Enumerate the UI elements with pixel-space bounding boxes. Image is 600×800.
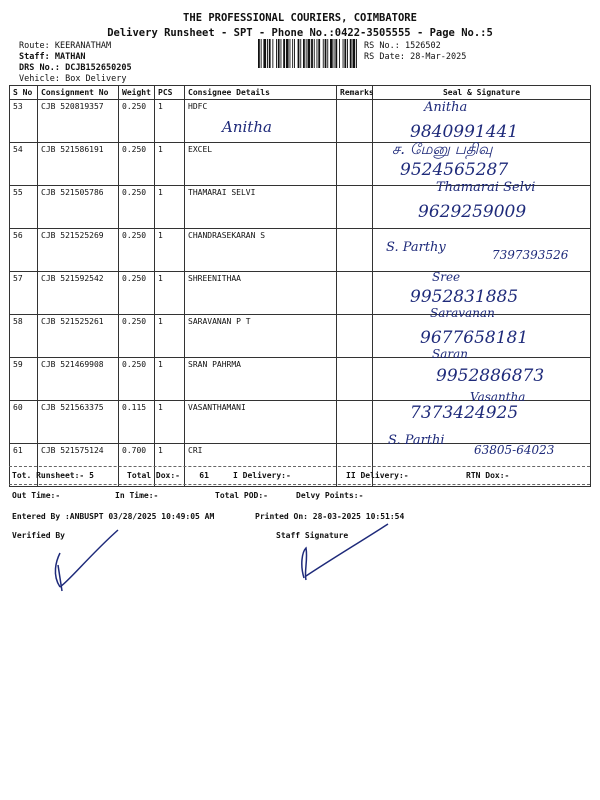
divider <box>9 466 590 467</box>
barcode-bar <box>261 39 262 68</box>
company-title: THE PROFESSIONAL COURIERS, COIMBATORE <box>183 12 417 24</box>
row-consignment-no: CJB 521469908 <box>38 358 119 401</box>
row-pcs: 1 <box>155 315 185 358</box>
total-dox-value: 61 <box>199 471 209 480</box>
barcode-bar <box>330 39 333 68</box>
barcode-bar <box>325 39 327 68</box>
barcode-bar <box>344 39 346 68</box>
row-remarks <box>337 358 373 401</box>
col-pcs: PCS <box>155 86 185 100</box>
divider <box>9 484 590 485</box>
handwritten-name: Saravanan <box>430 306 495 320</box>
handwritten-name: ச. மேனு பதிவு <box>392 140 493 158</box>
row-remarks <box>337 229 373 272</box>
handwritten-name: Saran <box>432 347 468 361</box>
out-time: Out Time:- <box>12 491 61 500</box>
row-weight: 0.115 <box>119 401 155 444</box>
barcode-bar <box>278 39 280 68</box>
barcode-bar <box>334 39 335 68</box>
row-weight: 0.250 <box>119 186 155 229</box>
barcode-bar <box>314 39 315 68</box>
drs-value: DCJB152650205 <box>65 63 132 73</box>
handwritten-name: Thamarai Selvi <box>436 180 536 195</box>
row-pcs: 1 <box>155 229 185 272</box>
row-consignee: HDFC <box>185 100 337 143</box>
vehicle-value: Box Delivery <box>65 74 127 84</box>
barcode-bar <box>347 39 348 68</box>
staff-value: MATHAN <box>54 52 86 62</box>
row-pcs: 1 <box>155 143 185 186</box>
rs-date-line: RS Date: 28-Mar-2025 <box>364 52 467 62</box>
staff-signature-icon <box>290 520 400 585</box>
handwritten-name: Vasantha <box>470 390 526 404</box>
row-consignee: EXCEL <box>185 143 337 186</box>
barcode-bar <box>327 39 328 68</box>
barcode-bar <box>263 39 266 68</box>
row-consignee: SRAN PAHRMA <box>185 358 337 401</box>
row-sno: 60 <box>10 401 38 444</box>
row-consignee: SHREENITHAA <box>185 272 337 315</box>
row-consignment-no: CJB 521563375 <box>38 401 119 444</box>
col-remarks: Remarks <box>337 86 373 100</box>
handwritten-phone: 9629259009 <box>418 202 527 222</box>
row-remarks <box>337 186 373 229</box>
row-consignee: VASANTHAMANI <box>185 401 337 444</box>
barcode-bar <box>267 39 268 68</box>
handwritten-phone: 7373424925 <box>410 403 519 423</box>
route-value: KEERANATHAM <box>54 41 112 51</box>
row-consignment-no: CJB 521505786 <box>38 186 119 229</box>
row-remarks <box>337 444 373 487</box>
delivery-table <box>9 85 591 487</box>
handwritten-phone: 9840991441 <box>410 122 519 142</box>
row-pcs: 1 <box>155 100 185 143</box>
handwritten-name: Sree <box>432 270 461 284</box>
handwritten-phone: 7397393526 <box>492 248 569 262</box>
row-pcs: 1 <box>155 186 185 229</box>
row-weight: 0.700 <box>119 444 155 487</box>
row-pcs: 1 <box>155 272 185 315</box>
row-pcs: 1 <box>155 401 185 444</box>
col-signature: Seal & Signature <box>373 86 591 100</box>
barcode-bar <box>356 39 357 68</box>
row-weight: 0.250 <box>119 143 155 186</box>
barcode-bar <box>294 39 295 68</box>
barcode-bar <box>308 39 311 68</box>
row-remarks <box>337 272 373 315</box>
row-consignment-no: CJB 521586191 <box>38 143 119 186</box>
rtn-dox: RTN Dox:- <box>466 471 510 480</box>
handwritten-phone: 9952886873 <box>436 366 545 386</box>
vehicle-line: Vehicle: Box Delivery <box>19 74 127 84</box>
barcode-bar <box>353 39 356 68</box>
row-sno: 57 <box>10 272 38 315</box>
delvy-points: Delvy Points:- <box>296 491 364 500</box>
barcode-bar <box>335 39 337 68</box>
route-line: Route: KEERANATHAM <box>19 41 112 51</box>
row-consignment-no: CJB 521592542 <box>38 272 119 315</box>
barcode-bar <box>311 39 313 68</box>
printed-on: Printed On: 28-03-2025 10:51:54 <box>255 512 405 521</box>
handwritten-phone: 9677658181 <box>420 328 529 348</box>
row-remarks <box>337 315 373 358</box>
in-time: In Time:- <box>115 491 159 500</box>
barcode-bar <box>318 39 320 68</box>
row-weight: 0.250 <box>119 315 155 358</box>
row-consignee: CHANDRASEKARAN S <box>185 229 337 272</box>
row-consignment-no: CJB 521525269 <box>38 229 119 272</box>
barcode-bar <box>300 39 301 68</box>
handwritten-name: Anitha <box>424 100 468 115</box>
row-sno: 54 <box>10 143 38 186</box>
i-delivery: I Delivery:- <box>233 471 291 480</box>
row-weight: 0.250 <box>119 272 155 315</box>
verified-signature-icon <box>40 525 130 595</box>
table-header-row <box>10 86 591 100</box>
handwritten-phone: 9524565287 <box>400 160 509 180</box>
barcode-bar <box>303 39 305 68</box>
ii-delivery: II Delivery:- <box>346 471 409 480</box>
row-remarks <box>337 100 373 143</box>
barcode-bar <box>281 39 282 68</box>
row-weight: 0.250 <box>119 229 155 272</box>
row-sno: 53 <box>10 100 38 143</box>
verified-by-label: Verified By <box>12 531 65 540</box>
rs-no-line: RS No.: 1526502 <box>364 41 441 51</box>
barcode-bar <box>272 39 273 68</box>
barcode-bar <box>317 39 318 68</box>
handwritten-phone: 63805-64023 <box>474 443 555 457</box>
row-pcs: 1 <box>155 358 185 401</box>
rs-no-value: 1526502 <box>404 41 441 51</box>
barcode-bar <box>298 39 300 68</box>
row-sno: 55 <box>10 186 38 229</box>
handwritten-name: S. Parthi <box>388 433 445 448</box>
row-remarks <box>337 401 373 444</box>
barcode-bar <box>290 39 291 68</box>
row-weight: 0.250 <box>119 358 155 401</box>
barcode-bar <box>283 39 285 68</box>
barcode-bar <box>339 39 340 68</box>
row-consignment-no: CJB 521575124 <box>38 444 119 487</box>
row-consignee: SARAVANAN P T <box>185 315 337 358</box>
barcode-bar <box>306 39 307 68</box>
handwritten-note: Anitha <box>222 118 272 136</box>
barcode-bar <box>258 39 260 68</box>
total-dox: Total Dox:- 61 <box>127 471 209 480</box>
entered-by: Entered By :ANBUSPT 03/28/2025 10:49:05 AM <box>12 512 215 521</box>
col-consignee: Consignee Details <box>185 86 337 100</box>
row-sno: 61 <box>10 444 38 487</box>
barcode-bar <box>269 39 271 68</box>
row-sno: 56 <box>10 229 38 272</box>
col-sno: S No <box>10 86 38 100</box>
barcode-image <box>258 39 358 68</box>
staff-signature-label: Staff Signature <box>276 531 349 540</box>
row-pcs: 1 <box>155 444 185 487</box>
row-sno: 59 <box>10 358 38 401</box>
row-consignee: CRI <box>185 444 337 487</box>
row-consignee: THAMARAI SELVI <box>185 186 337 229</box>
row-sno: 58 <box>10 315 38 358</box>
row-consignment-no: CJB 520819357 <box>38 100 119 143</box>
row-weight: 0.250 <box>119 100 155 143</box>
staff-line: Staff: MATHAN <box>19 52 86 62</box>
handwritten-phone: 9952831885 <box>410 287 519 307</box>
tot-runsheet: Tot. Runsheet:- 5 <box>12 471 94 480</box>
barcode-bar <box>343 39 344 68</box>
barcode-bar <box>276 39 277 68</box>
total-pod: Total POD:- <box>215 491 268 500</box>
runsheet-subtitle: Delivery Runsheet - SPT - Phone No.:0422-3505555 - Page No.:5 <box>107 27 493 39</box>
rs-date-value: 28-Mar-2025 <box>410 52 467 62</box>
handwritten-name: S. Parthy <box>386 240 446 255</box>
row-remarks <box>337 143 373 186</box>
barcode-bar <box>323 39 324 68</box>
drs-line: DRS No.: DCJB152650205 <box>19 63 132 73</box>
barcode-bar <box>286 39 289 68</box>
barcode-bar <box>292 39 293 68</box>
col-consignment: Consignment No <box>38 86 119 100</box>
barcode-bar <box>350 39 352 68</box>
col-weight: Weight <box>119 86 155 100</box>
row-consignment-no: CJB 521525261 <box>38 315 119 358</box>
